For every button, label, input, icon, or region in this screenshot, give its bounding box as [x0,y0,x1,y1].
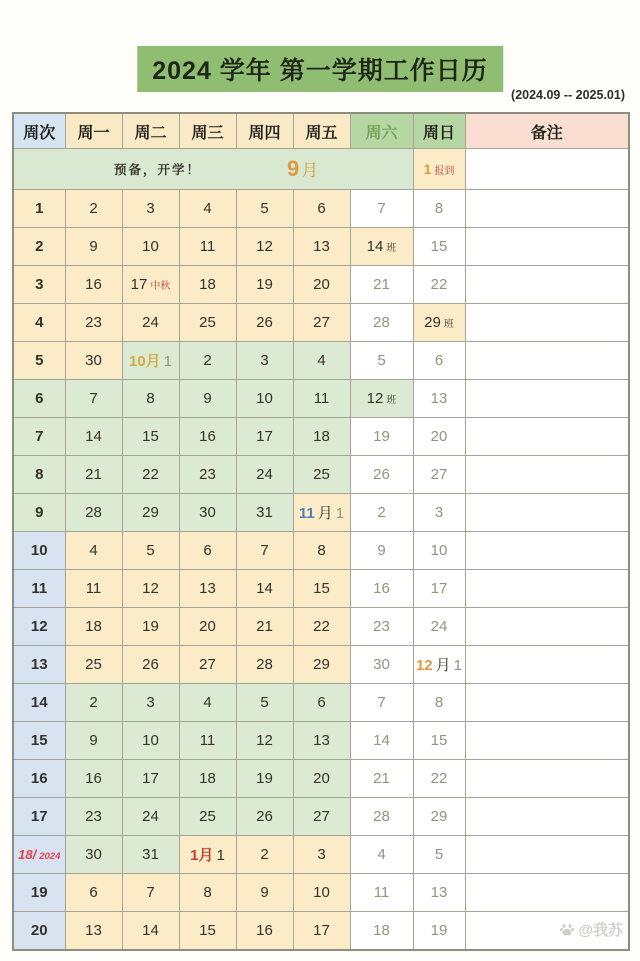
day-cell: 25 [179,798,236,836]
remark-cell [465,190,629,228]
day-cell: 3 [413,494,465,532]
week-row-8 [13,456,629,494]
day-cell: 7 [350,190,413,228]
day-cell: 12 [236,722,293,760]
cell-text: 10月 [128,353,161,370]
day-cell: 9 [236,874,293,912]
day-cell: 6 [293,684,350,722]
day-cell [350,228,413,266]
day-cell: 7 [350,684,413,722]
day-cell: 5 [236,684,293,722]
day-cell: 25 [179,304,236,342]
day-cell [293,494,350,532]
day-cell: 25 [65,646,122,684]
day-cell: 8 [293,532,350,570]
week-row-19 [13,874,629,912]
day-cell: 19 [350,418,413,456]
week-number-cell: 11 [13,570,65,608]
day-cell: 9 [65,228,122,266]
week-number-cell: 16 [13,760,65,798]
day-cell: 23 [350,608,413,646]
week-number-cell: 9 [13,494,65,532]
week-number-cell [13,836,65,874]
day-cell: 21 [65,456,122,494]
day-cell: 19 [236,266,293,304]
day-cell: 28 [236,646,293,684]
day-cell [350,380,413,418]
day-cell: 17 [122,760,179,798]
cell-text: 月 [435,657,451,674]
day-cell: 7 [236,532,293,570]
day-cell: 8 [413,190,465,228]
day-cell: 20 [179,608,236,646]
day-cell: 6 [179,532,236,570]
watermark [559,919,623,940]
day-cell: 20 [293,760,350,798]
week-row-17 [13,798,629,836]
month-label-september: 9 月 [287,156,319,181]
remark-cell [465,646,629,684]
header-cell-fri: 周五 [293,113,350,149]
day-cell: 3 [293,836,350,874]
day-cell: 4 [179,684,236,722]
header-cell-sat: 周六 [350,113,413,149]
day-cell: 22 [293,608,350,646]
day-cell: 4 [65,532,122,570]
day-cell: 22 [122,456,179,494]
day-cell: 11 [179,228,236,266]
month-band-row [13,149,629,190]
week-row-6 [13,380,629,418]
day-cell: 28 [350,798,413,836]
remark-cell [465,570,629,608]
day-cell: 3 [122,190,179,228]
week-row-1 [13,190,629,228]
remark-cell [465,342,629,380]
week-row-13 [13,646,629,684]
day-cell: 4 [179,190,236,228]
cell-text: 17 [130,276,148,293]
day-cell: 9 [350,532,413,570]
day-cell [122,342,179,380]
cell-text: 12 [366,390,384,407]
day-cell [122,266,179,304]
day-cell: 12 [122,570,179,608]
day-cell: 10 [122,722,179,760]
day-cell: 31 [236,494,293,532]
day-cell: 11 [350,874,413,912]
remark-cell [465,380,629,418]
week-number-cell: 15 [13,722,65,760]
day-cell: 16 [179,418,236,456]
day-cell: 2 [65,190,122,228]
day-cell: 30 [350,646,413,684]
day-cell: 15 [413,722,465,760]
day-cell: 26 [236,798,293,836]
cell-text: 1 [216,847,225,864]
day-cell: 11 [293,380,350,418]
remark-cell [465,304,629,342]
header-cell-week: 周次 [13,113,65,149]
remark-cell [465,798,629,836]
week-number-cell: 6 [13,380,65,418]
day-cell: 31 [122,836,179,874]
day-cell: 24 [413,608,465,646]
page-title: 2024 学年 第一学期工作日历 [137,46,503,92]
day-cell: 6 [293,190,350,228]
week-row-15 [13,722,629,760]
week-row-7 [13,418,629,456]
day-cell: 16 [65,760,122,798]
day-cell: 18 [179,760,236,798]
day-cell: 2 [179,342,236,380]
cell-text: 11 [298,505,315,522]
watermark-text: @我苏 [578,922,623,939]
cell-text: 18/ [18,847,37,862]
day-cell: 13 [179,570,236,608]
day-cell: 8 [413,684,465,722]
day-cell: 15 [293,570,350,608]
week-row-2 [13,228,629,266]
remark-cell [465,456,629,494]
week-row-12 [13,608,629,646]
week-number-cell: 10 [13,532,65,570]
day-cell: 14 [122,912,179,951]
day-cell: 29 [122,494,179,532]
day-cell: 6 [65,874,122,912]
day-cell: 13 [293,228,350,266]
day-cell: 18 [65,608,122,646]
day-cell: 11 [179,722,236,760]
cell-text: 14 [366,238,384,255]
day-cell: 8 [179,874,236,912]
cell-text: 班 [443,319,454,330]
week-number-cell: 20 [13,912,65,951]
semester-date-range: (2024.09 -- 2025.01) [511,88,625,102]
day-cell: 10 [122,228,179,266]
day-cell: 27 [179,646,236,684]
day-cell: 13 [413,380,465,418]
header-cell-remark: 备注 [465,113,629,149]
day-cell: 29 [413,798,465,836]
week-number-cell: 19 [13,874,65,912]
day-cell: 16 [350,570,413,608]
week-row-5 [13,342,629,380]
day-cell: 28 [350,304,413,342]
remark-cell [465,418,629,456]
week-row-20 [13,912,629,951]
day-cell: 16 [65,266,122,304]
week-number-cell: 1 [13,190,65,228]
day-cell: 29 [293,646,350,684]
day-cell: 20 [293,266,350,304]
cell-text: 1 [335,505,345,522]
week-number-cell: 7 [13,418,65,456]
remark-cell [465,608,629,646]
header-cell-sun: 周日 [413,113,465,149]
week-row-3 [13,266,629,304]
day-cell: 19 [122,608,179,646]
day-cell: 22 [413,760,465,798]
day-cell: 21 [236,608,293,646]
header-cell-wed: 周三 [179,113,236,149]
week-row-18 [13,836,629,874]
day-cell: 10 [293,874,350,912]
day-cell: 5 [236,190,293,228]
week-number-cell: 2 [13,228,65,266]
day-cell [179,836,236,874]
day-cell: 14 [65,418,122,456]
cell-text: 1 [453,657,463,674]
day-cell: 17 [236,418,293,456]
day-cell: 23 [179,456,236,494]
remark-cell [465,532,629,570]
day-cell: 20 [413,418,465,456]
remark-cell [465,149,629,190]
day-cell: 2 [236,836,293,874]
week-row-16 [13,760,629,798]
day-cell: 24 [122,304,179,342]
day-cell: 12 [236,228,293,266]
week-number-cell: 13 [13,646,65,684]
cell-text: 1 [163,353,173,370]
cell-text: 中秋 [150,281,171,292]
day-cell: 25 [293,456,350,494]
header-cell-tue: 周二 [122,113,179,149]
day-cell: 15 [413,228,465,266]
day-cell: 6 [413,342,465,380]
day-cell: 16 [236,912,293,951]
remark-cell [465,836,629,874]
day-cell: 17 [293,912,350,951]
week-number-cell: 8 [13,456,65,494]
day-cell: 21 [350,760,413,798]
day-cell: 26 [236,304,293,342]
semester-start-note: 预备，开学！ [114,163,202,177]
day-cell: 26 [350,456,413,494]
header-cell-mon: 周一 [65,113,122,149]
week-number-cell: 4 [13,304,65,342]
day-cell: 18 [179,266,236,304]
day-cell: 2 [350,494,413,532]
day-cell: 13 [413,874,465,912]
cell-text: 1月 [190,847,214,864]
cell-text: 29 [424,314,441,331]
day-cell: 4 [293,342,350,380]
day-cell: 27 [293,304,350,342]
day-cell: 19 [236,760,293,798]
day-cell: 14 [236,570,293,608]
week-row-14 [13,684,629,722]
day-cell: 18 [293,418,350,456]
week-number-cell: 14 [13,684,65,722]
semester-calendar-table [12,112,630,951]
sep1-report-cell: 1 报到 [413,149,465,190]
day-cell: 15 [122,418,179,456]
cell-text: 2024 [39,851,61,862]
day-cell: 3 [236,342,293,380]
day-cell: 24 [122,798,179,836]
day-cell: 27 [293,798,350,836]
day-cell: 26 [122,646,179,684]
week-number-cell: 5 [13,342,65,380]
remark-cell [465,266,629,304]
day-cell: 7 [122,874,179,912]
day-cell [413,646,465,684]
day-cell: 28 [65,494,122,532]
day-cell: 24 [236,456,293,494]
week-number-cell: 12 [13,608,65,646]
day-cell: 5 [122,532,179,570]
week-row-9 [13,494,629,532]
day-cell: 11 [65,570,122,608]
remark-cell [465,494,629,532]
remark-cell [465,760,629,798]
cell-text: 班 [386,243,397,254]
header-cell-thu: 周四 [236,113,293,149]
remark-cell [465,684,629,722]
day-cell: 30 [179,494,236,532]
month-band-september [13,149,413,190]
day-cell: 19 [413,912,465,951]
day-cell: 10 [413,532,465,570]
day-cell: 8 [122,380,179,418]
day-cell: 15 [179,912,236,951]
remark-cell [465,228,629,266]
day-cell: 13 [65,912,122,951]
header-row [13,113,629,149]
day-cell [413,304,465,342]
day-cell: 23 [65,798,122,836]
cell-text: 12 [415,657,433,674]
day-cell: 14 [350,722,413,760]
paw-icon [559,922,575,938]
day-cell: 9 [179,380,236,418]
day-cell: 21 [350,266,413,304]
day-cell: 7 [65,380,122,418]
day-cell: 18 [350,912,413,951]
week-row-4 [13,304,629,342]
week-number-cell: 3 [13,266,65,304]
cell-text: 月 [317,505,333,522]
week-number-cell: 17 [13,798,65,836]
day-cell: 3 [122,684,179,722]
day-cell: 2 [65,684,122,722]
day-cell: 30 [65,836,122,874]
day-cell: 22 [413,266,465,304]
day-cell: 27 [413,456,465,494]
day-cell: 5 [350,342,413,380]
day-cell: 17 [413,570,465,608]
day-cell: 13 [293,722,350,760]
day-cell: 10 [236,380,293,418]
day-cell: 4 [350,836,413,874]
day-cell: 23 [65,304,122,342]
day-cell: 30 [65,342,122,380]
cell-text: 班 [386,395,397,406]
day-cell: 5 [413,836,465,874]
day-cell: 9 [65,722,122,760]
week-row-11 [13,570,629,608]
week-row-10 [13,532,629,570]
remark-cell [465,722,629,760]
remark-cell [465,874,629,912]
